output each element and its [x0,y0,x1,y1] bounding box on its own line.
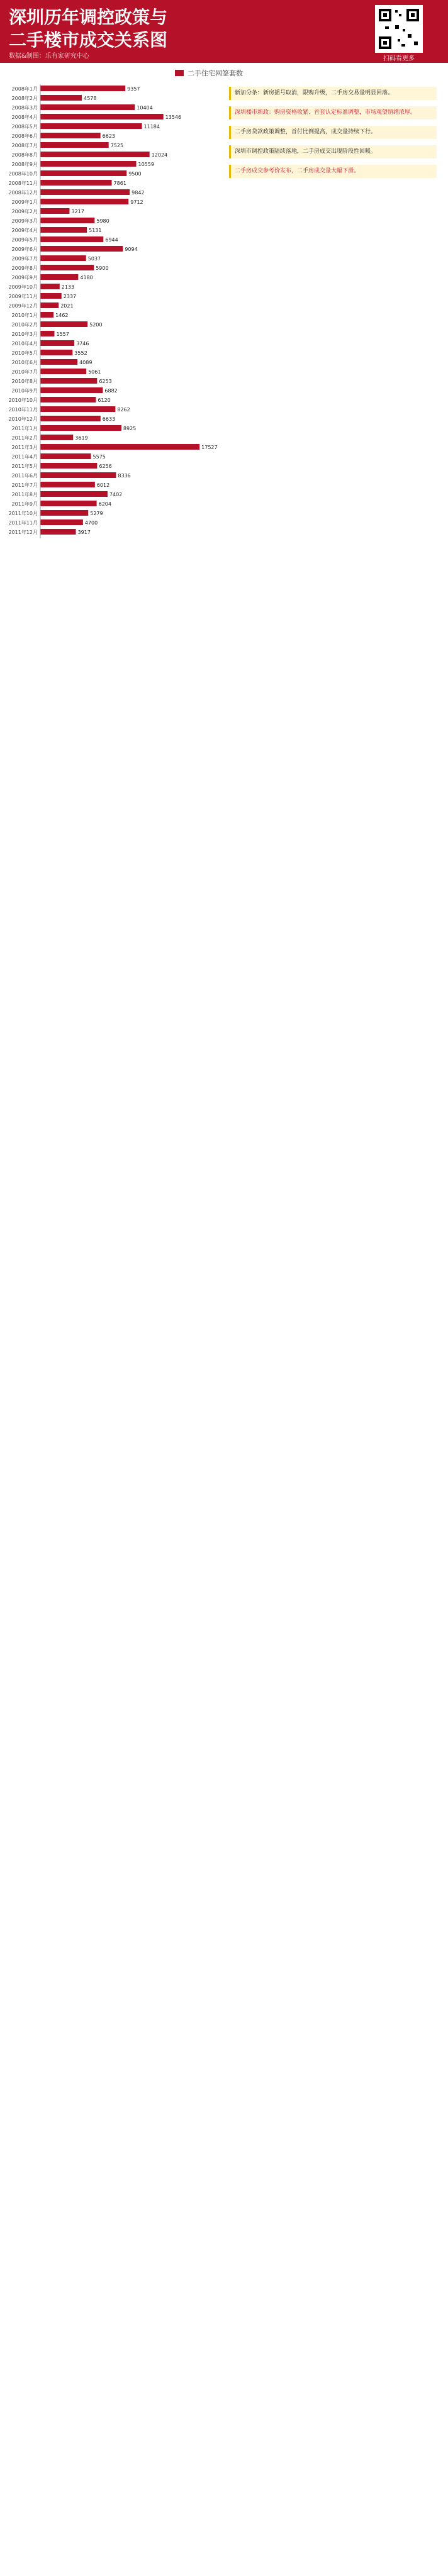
bar [40,255,86,261]
bar [40,482,95,487]
data-label: 6623 [102,133,116,139]
data-label: 6256 [99,464,112,469]
data-label: 5131 [89,228,102,233]
data-label: 4578 [84,96,97,101]
bar [40,463,97,469]
data-label: 5900 [96,265,109,271]
data-label: 3619 [75,435,88,441]
bar [40,152,150,157]
bar [40,208,69,214]
data-label: 17527 [201,445,218,450]
category-label: 2008年3月 [11,105,38,111]
category-label: 2009年11月 [8,294,38,299]
data-label: 6012 [96,482,110,488]
data-label: 7402 [109,492,123,497]
data-label: 6633 [102,416,116,422]
data-label: 12024 [151,152,168,158]
data-label: 8925 [123,426,137,431]
category-label: 2009年5月 [11,237,38,243]
bar [40,284,60,289]
category-label: 2009年4月 [11,228,38,233]
data-label: 11184 [143,124,160,130]
category-label: 2008年9月 [11,162,38,167]
bar [40,303,59,308]
bar [40,491,108,497]
policy-note: 二手房贷款政策调整，首付比例提高，成交量持续下行。 [229,126,437,139]
data-label: 6253 [99,379,112,384]
category-label: 2010年9月 [11,388,38,394]
bar [40,444,199,450]
bar [40,293,62,299]
policy-note: 二手房成交参考价发布，二手房成交量大幅下滑。 [229,165,437,178]
bar [40,416,101,421]
qr-code-icon [376,6,422,52]
category-label: 2011年12月 [8,530,38,535]
policy-note: 深圳市调控政策陆续落地，二手房成交出现阶段性回暖。 [229,145,437,158]
data-label: 4700 [84,520,98,526]
category-label: 2008年2月 [11,96,38,101]
category-label: 2011年4月 [11,454,38,460]
category-label: 2008年7月 [11,143,38,148]
data-label: 10559 [138,162,154,167]
category-label: 2009年12月 [8,303,38,309]
category-label: 2008年5月 [11,124,38,130]
data-label: 2021 [60,303,74,309]
data-label: 3217 [71,209,84,214]
bar [40,435,73,440]
bar [40,218,94,223]
bar [40,321,87,327]
bar [40,340,74,346]
data-label: 5575 [92,454,106,460]
bar [40,86,125,91]
category-label: 2009年1月 [11,199,38,205]
page-title [9,6,167,52]
category-label: 2011年10月 [8,511,38,516]
bar [40,246,123,252]
bar [40,236,103,242]
bar [40,142,109,148]
policy-note: 新加分条：新房摇号取消，限购升级，二手房交易量明显回落。 [229,87,437,100]
data-label: 8336 [118,473,131,479]
bar [40,472,116,478]
category-label: 2010年6月 [11,360,38,365]
data-label: 9357 [127,86,140,92]
bar [40,453,91,459]
legend-label: 二手住宅网签套数 [188,69,243,77]
data-label: 8262 [117,407,130,413]
category-label: 2011年7月 [11,482,38,488]
category-label: 2009年2月 [11,209,38,214]
category-label: 2011年8月 [11,492,38,497]
category-label: 2009年7月 [11,256,38,262]
chart-legend [0,65,448,80]
category-label: 2008年6月 [11,133,38,139]
data-label: 6944 [105,237,118,243]
data-label: 3746 [76,341,89,347]
bar [40,199,128,204]
category-label: 2010年2月 [11,322,38,328]
bar [40,359,77,365]
data-label: 5037 [87,256,101,262]
data-label: 3552 [74,350,87,356]
data-label: 9712 [130,199,143,205]
policy-note: 深圳楼市新政：购房资格收紧、首套认定标准调整，市场观望情绪浓厚。 [229,106,437,119]
qr-code-label: 扫码看更多 [383,55,415,62]
category-label: 2008年12月 [8,190,38,196]
category-label: 2008年8月 [11,152,38,158]
data-label: 4180 [80,275,93,280]
bar [40,114,164,119]
data-label: 3917 [77,530,91,535]
category-label: 2009年3月 [11,218,38,224]
category-label: 2010年12月 [8,416,38,422]
data-label: 5061 [88,369,101,375]
bar [40,265,94,270]
bar [40,189,130,195]
data-label: 7525 [110,143,124,148]
header-banner [0,0,448,63]
data-label: 5980 [96,218,109,224]
bar [40,331,54,336]
bar [40,104,135,110]
title-line-1: 深圳历年调控政策与 [9,7,168,28]
legend-swatch [175,70,184,76]
bar [40,170,126,176]
data-label: 6882 [104,388,118,394]
data-label: 2133 [61,284,75,290]
bar [40,161,137,167]
category-label: 2010年7月 [11,369,38,375]
category-label: 2010年3月 [11,331,38,337]
category-label: 2009年6月 [11,247,38,252]
category-label: 2010年8月 [11,379,38,384]
bar [40,378,97,384]
category-label: 2011年5月 [11,464,38,469]
bar [40,133,101,138]
category-label: 2008年1月 [11,86,38,92]
policy-notes [229,87,437,184]
category-label: 2008年10月 [8,171,38,177]
data-label: 1557 [56,331,69,337]
category-label: 2009年9月 [11,275,38,280]
title-line-2: 二手楼市成交关系图 [9,30,168,50]
category-label: 2011年2月 [11,435,38,441]
data-label: 4089 [79,360,92,365]
bar [40,406,115,412]
bar [40,227,87,233]
data-label: 13546 [165,114,182,120]
data-label: 5279 [90,511,103,516]
bar [40,425,121,431]
category-label: 2011年3月 [11,445,38,450]
bar [40,95,82,101]
category-label: 2010年1月 [11,313,38,318]
bar [40,180,112,186]
bar [40,397,96,402]
category-label: 2011年1月 [11,426,38,431]
bar [40,350,72,355]
category-label: 2011年6月 [11,473,38,479]
category-label: 2011年9月 [11,501,38,507]
data-label: 6204 [98,501,111,507]
category-label: 2008年4月 [11,114,38,120]
category-label: 2010年11月 [8,407,38,413]
category-label: 2008年11月 [8,180,38,186]
category-label: 2009年8月 [11,265,38,271]
bar [40,510,88,516]
bar [40,274,78,280]
category-label: 2010年5月 [11,350,38,356]
data-label: 9842 [132,190,145,196]
category-label: 2010年4月 [11,341,38,347]
data-label: 10404 [137,105,153,111]
data-label: 9094 [125,247,138,252]
transaction-bar-chart [0,82,227,2566]
data-label: 6120 [98,397,111,403]
bar [40,501,97,506]
bar [40,529,76,535]
bar [40,312,53,318]
category-label: 2009年10月 [8,284,38,290]
category-label: 2010年10月 [8,397,38,403]
data-label: 7861 [113,180,126,186]
data-label: 5200 [89,322,103,328]
bar [40,369,86,374]
data-label: 1462 [55,313,69,318]
data-label: 2337 [63,294,77,299]
qr-code[interactable] [375,5,423,53]
bar [40,123,142,129]
category-label: 2011年11月 [8,520,38,526]
bar [40,387,103,393]
source-credit: 数据&制图：乐有家研究中心 [9,53,89,60]
data-label: 9500 [128,171,142,177]
bar [40,519,83,525]
